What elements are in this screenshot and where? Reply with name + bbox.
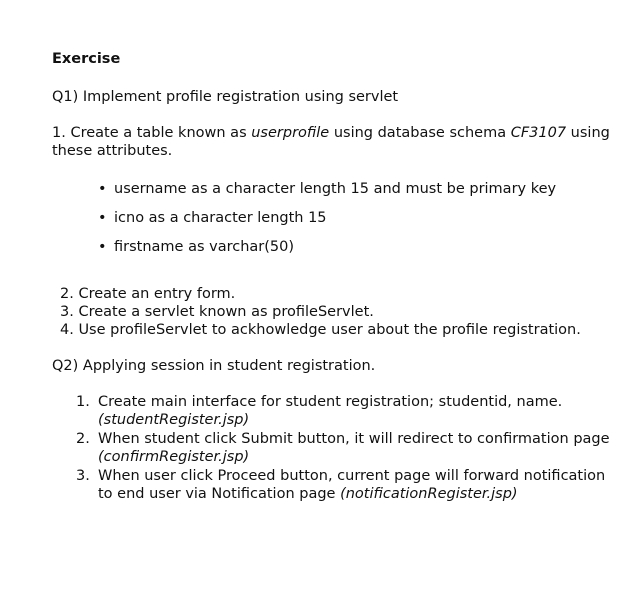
item-file: (notificationRegister.jsp): [340, 486, 518, 502]
item-number: 3.: [76, 468, 90, 484]
q1-table-name: userprofile: [251, 125, 330, 141]
attribute-text: firstname as varchar(50): [114, 239, 294, 255]
item-file: (studentRegister.jsp): [98, 412, 250, 428]
bullet-icon: •: [98, 210, 107, 226]
list-item: [76, 430, 616, 466]
list-item: 4. Use profileServlet to ackhowledge user about the profile registration.: [60, 322, 581, 338]
attribute-text: icno as a character length 15: [114, 210, 327, 226]
item-number: 2.: [76, 431, 90, 447]
q2-heading: Q2) Applying session in student registration.: [52, 358, 376, 374]
item-text: Create main interface for student registration; studentid, name.: [98, 394, 563, 410]
item-text: When user click Proceed button, current page will forward notification to end user via Notification page: [98, 468, 606, 502]
bullet-icon: •: [98, 239, 107, 255]
q1-intro-prefix: 1. Create a table known as: [52, 125, 252, 141]
q2-steps-list: [76, 393, 616, 504]
q1-heading: Q1) Implement profile registration using servlet: [52, 89, 399, 105]
exercise-title: Exercise: [52, 51, 121, 67]
item-text: When student click Submit button, it will redirect to confirmation page: [98, 431, 610, 447]
attribute-text: username as a character length 15 and must be primary key: [114, 181, 557, 197]
q1-steps-list: [60, 285, 581, 339]
list-item: 3. Create a servlet known as profileServlet.: [60, 304, 374, 320]
list-item: [76, 467, 616, 503]
q1-schema-name: CF3107: [510, 125, 567, 141]
list-item: [98, 238, 556, 267]
item-number: 1.: [76, 394, 90, 410]
list-item: [98, 209, 556, 238]
q1-intro-suffix: using these attributes.: [52, 125, 610, 159]
list-item: [98, 180, 556, 209]
q1-intro: [52, 124, 612, 160]
list-item: [76, 393, 616, 429]
item-file: (confirmRegister.jsp): [98, 449, 250, 465]
q1-attribute-list: [98, 180, 556, 267]
list-item: 2. Create an entry form.: [60, 286, 236, 302]
bullet-icon: •: [98, 181, 107, 197]
q1-intro-middle: using database schema: [329, 125, 511, 141]
